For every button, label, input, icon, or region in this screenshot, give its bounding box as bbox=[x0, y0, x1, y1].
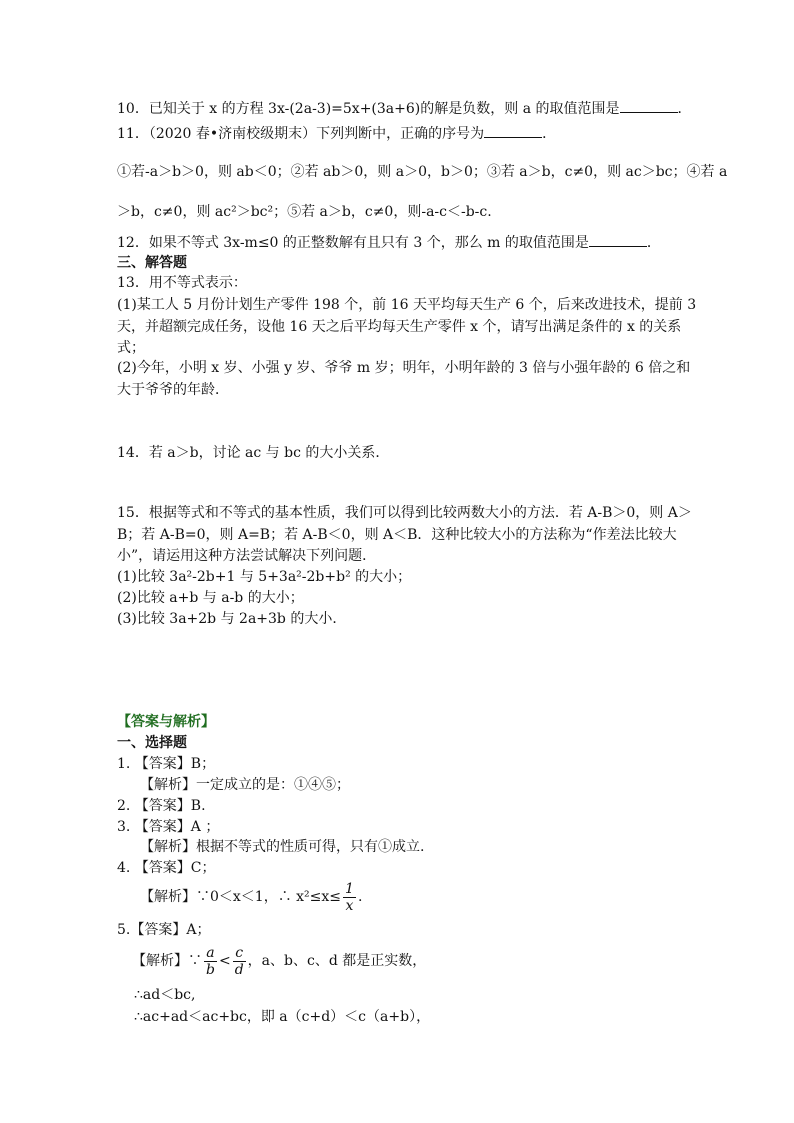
answer-3: 3. 【答案】A ； bbox=[117, 819, 220, 835]
answer-5-exp-post: ，a、b、c、d 都是正实数， bbox=[247, 953, 427, 969]
answer-2: 2. 【答案】B. bbox=[117, 798, 206, 814]
answer-4-explanation bbox=[140, 880, 362, 914]
answer-5-exp-pre: 【解析】∵ bbox=[132, 953, 202, 969]
q11-line bbox=[117, 125, 556, 143]
q10-line bbox=[117, 100, 692, 118]
answer-4: 4. 【答案】C； bbox=[117, 860, 216, 876]
q15-line3: 小”，请运用这种方法尝试解决下列问题． bbox=[117, 548, 377, 564]
q11-text: 11．（2020 春•济南校级期末）下列判断中，正确的序号为 bbox=[117, 126, 485, 142]
answer-1-explanation: 【解析】一定成立的是：①④⑤； bbox=[140, 777, 350, 793]
q12-line bbox=[117, 234, 661, 252]
q13-part1-line2: 天，并超额完成任务，设他 16 天之后平均每天生产零件 x 个，请写出满足条件的 x 的关系 bbox=[117, 319, 682, 335]
q10-blank bbox=[620, 100, 678, 113]
fraction-denominator: d bbox=[234, 961, 244, 978]
q11-tail: ． bbox=[542, 126, 557, 142]
answers-heading: 【答案与解析】 bbox=[117, 714, 215, 730]
q12-blank bbox=[589, 234, 647, 247]
q13-part1-line3: 式； bbox=[117, 340, 145, 356]
fraction-numerator: c bbox=[233, 945, 246, 962]
q11-options-line2: ＞b，c≠0，则 ac²＞bc²；⑤若 a＞b，c≠0，则-a-c＜-b-c. bbox=[117, 204, 492, 220]
q15-part1: (1)比较 3a²-2b+1 与 5+3a²-2b+b² 的大小； bbox=[117, 569, 412, 585]
q15-part3: (3)比较 3a+2b 与 2a+3b 的大小． bbox=[117, 611, 347, 627]
q13-part1-line1: (1)某工人 5 月份计划生产零件 198 个，前 16 天平均每天生产 6 个，后来改进技术，提前 3 bbox=[117, 297, 697, 313]
answer-5: 5.【答案】A； bbox=[117, 922, 211, 938]
q11-options-line1: ①若-a＞b＞0，则 ab＜0；②若 ab＞0，则 a＞0，b＞0；③若 a＞b，c≠0，则 ac＞bc；④若 a bbox=[117, 164, 728, 180]
fraction-denominator: b bbox=[206, 961, 215, 978]
fraction-numerator: 1 bbox=[345, 880, 354, 897]
answer-3-explanation: 【解析】根据不等式的性质可得，只有①成立. bbox=[140, 839, 425, 855]
section3-heading: 三、解答题 bbox=[117, 255, 187, 271]
answer-5-line3: ∴ac+ad＜ac+bc，即 a（c+d）＜c（a+b）， bbox=[134, 1009, 431, 1025]
q12-text: 12．如果不等式 3x-m≤0 的正整数解有且只有 3 个，那么 m 的取值范围是 bbox=[117, 235, 589, 251]
q13-part2-line1: (2)今年，小明 x 岁、小强 y 岁、爷爷 m 岁；明年，小明年龄的 3 倍与小强年龄的 6 倍之和 bbox=[117, 360, 691, 376]
less-than-sign: < bbox=[218, 953, 231, 969]
answer-1: 1. 【答案】B； bbox=[117, 756, 216, 772]
answer-4-exp-post: . bbox=[357, 889, 363, 905]
q13-title: 13．用不等式表示： bbox=[117, 275, 247, 291]
q15-part2: (2)比较 a+b 与 a-b 的大小； bbox=[117, 590, 304, 606]
q15-line2: B；若 A-B=0，则 A=B；若 A-B＜0，则 A＜B．这种比较大小的方法称为“作差法比较大 bbox=[117, 527, 677, 543]
q10-text: 10．已知关于 x 的方程 3x-(2a-3)=5x+(3a+6)的解是负数，则 a 的取值范围是 bbox=[117, 101, 620, 117]
fraction-numerator: a bbox=[204, 945, 217, 962]
q13-part2-line2: 大于爷爷的年龄． bbox=[117, 382, 229, 398]
q15-line1: 15．根据等式和不等式的基本性质，我们可以得到比较两数大小的方法．若 A-B＞0，则 A＞ bbox=[117, 505, 692, 521]
q14-line: 14．若 a＞b，讨论 ac 与 bc 的大小关系． bbox=[117, 445, 390, 461]
q12-tail: ． bbox=[646, 235, 661, 251]
answer-5-fraction-a-b bbox=[204, 945, 217, 978]
answer-5-explanation bbox=[132, 944, 426, 978]
q10-tail: ． bbox=[677, 101, 692, 117]
q11-blank bbox=[484, 125, 542, 138]
fraction-denominator: x bbox=[345, 897, 354, 914]
answers-section1: 一、选择题 bbox=[117, 735, 187, 751]
answer-4-exp-pre: 【解析】∵0＜x＜1，∴ x²≤x≤ bbox=[140, 889, 342, 905]
answer-5-line2: ∴ad＜bc, bbox=[134, 987, 196, 1003]
answer-4-fraction bbox=[343, 881, 356, 914]
answer-5-fraction-c-d bbox=[233, 945, 246, 978]
